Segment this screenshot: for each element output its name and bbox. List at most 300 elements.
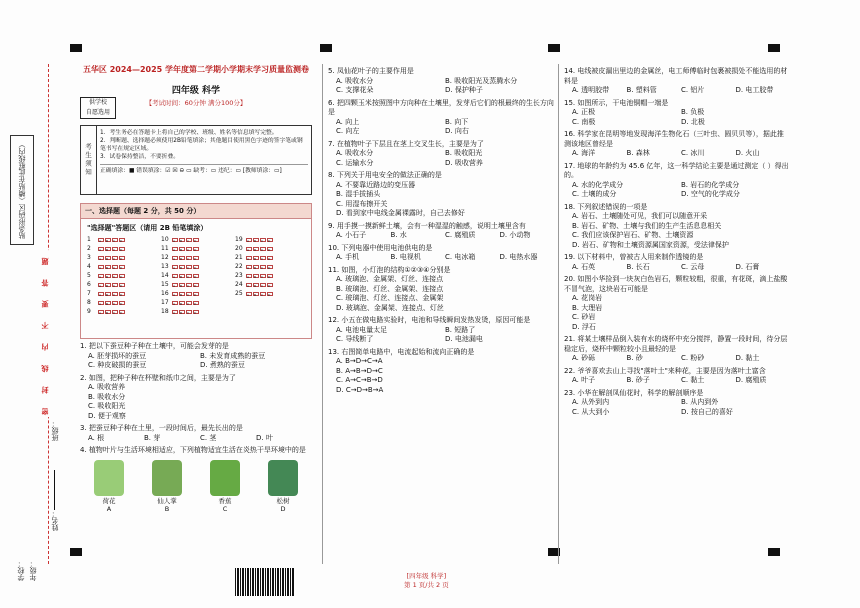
- plant-illustration: [210, 460, 240, 496]
- answer-bubble[interactable]: B: [105, 256, 111, 260]
- answer-option[interactable]: B. 岩石、矿物、土壤与我们的生产生活息息相关: [572, 221, 722, 230]
- answer-option[interactable]: D. 北极: [681, 117, 705, 126]
- question-stem: 11. 如图，小灯泡的结构①②③④分别是: [328, 265, 451, 274]
- answer-bubble[interactable]: D: [193, 274, 199, 278]
- answer-bubble[interactable]: D: [119, 292, 125, 296]
- plant-images: [80, 460, 312, 513]
- bubble-row[interactable]: [235, 272, 305, 279]
- answer-option[interactable]: B. 芽: [144, 433, 161, 442]
- answer-bubble[interactable]: B: [179, 256, 185, 260]
- answer-bubble[interactable]: B: [105, 274, 111, 278]
- answer-option[interactable]: C. 支撑花朵: [336, 86, 374, 94]
- column-divider: [322, 64, 323, 564]
- answer-option[interactable]: A. 吸收营养: [88, 383, 126, 391]
- answer-option[interactable]: B. 森林: [626, 149, 650, 157]
- answer-bubble[interactable]: A: [172, 238, 178, 242]
- bubble-row[interactable]: [235, 290, 305, 297]
- answer-option[interactable]: C. 玻璃泡、灯丝、连接点、金属架: [336, 294, 444, 302]
- answer-option[interactable]: D. 石膏: [735, 262, 760, 271]
- answer-option[interactable]: B. 短路了: [445, 325, 476, 334]
- answer-option[interactable]: D. 便于观察: [88, 411, 126, 420]
- answer-option[interactable]: A. 海洋: [572, 149, 596, 157]
- answer-option[interactable]: D. 浮石: [572, 322, 596, 331]
- answer-bubble[interactable]: D: [193, 238, 199, 242]
- answer-bubble[interactable]: D: [267, 238, 273, 242]
- bubble-row[interactable]: [161, 308, 231, 315]
- answer-bubble[interactable]: D: [119, 283, 125, 287]
- answer-bubble[interactable]: C: [112, 283, 118, 287]
- answer-bubble[interactable]: A: [172, 256, 178, 260]
- plant-option[interactable]: [268, 460, 298, 513]
- answer-option[interactable]: A. 根: [88, 433, 105, 442]
- answer-option[interactable]: D. 叶: [256, 433, 273, 442]
- answer-sheet-area: [80, 219, 312, 339]
- barcode-sticker-box: [10, 135, 34, 245]
- plant-option[interactable]: [210, 460, 240, 513]
- answer-bubble[interactable]: C: [112, 292, 118, 296]
- answer-option[interactable]: C. 腐殖质: [445, 231, 476, 239]
- bubble-row[interactable]: [161, 236, 231, 243]
- bubble-number: 14: [161, 272, 169, 279]
- plant-name: 松树: [276, 496, 290, 505]
- answer-bubble[interactable]: D: [267, 283, 273, 287]
- answer-bubble[interactable]: A: [98, 301, 104, 305]
- answer-bubble[interactable]: A: [246, 247, 252, 251]
- answer-bubble[interactable]: C: [186, 265, 192, 269]
- answer-option[interactable]: C. 用湿布擦开关: [336, 199, 388, 208]
- class-field[interactable]: 班级：: [51, 420, 59, 441]
- answer-option[interactable]: C. 茎: [200, 433, 217, 442]
- answer-option[interactable]: B. 岩石的化学成分: [681, 180, 740, 189]
- answer-option[interactable]: D. 小动物: [499, 231, 531, 239]
- answer-bubble[interactable]: C: [112, 274, 118, 278]
- answer-option[interactable]: B. 从内到外: [681, 398, 719, 406]
- answer-option[interactable]: D. 玻璃泡、金属架、连接点、灯丝: [336, 303, 444, 312]
- answer-option[interactable]: D. 煮熟的蚕豆: [200, 361, 245, 369]
- answer-option[interactable]: A. 正极: [572, 108, 596, 116]
- bubble-row[interactable]: [235, 281, 305, 288]
- answer-option[interactable]: C. 导线断了: [336, 335, 374, 343]
- answer-bubble[interactable]: D: [193, 283, 199, 287]
- registration-mark: [768, 44, 780, 52]
- grade-field[interactable]: 年级：: [29, 560, 37, 581]
- answer-option[interactable]: B. 砂: [626, 354, 643, 362]
- column-divider: [558, 64, 559, 564]
- answer-bubble[interactable]: C: [186, 274, 192, 278]
- answer-bubble[interactable]: C: [186, 301, 192, 305]
- answer-bubble[interactable]: D: [119, 301, 125, 305]
- answer-option[interactable]: A. 花岗岩: [572, 294, 603, 302]
- answer-option[interactable]: A. 岩石、土壤随处可见，我们可以随意开采: [572, 212, 708, 220]
- answer-bubble[interactable]: A: [172, 310, 178, 314]
- bubble-number: 23: [235, 272, 243, 279]
- bubble-number: 13: [161, 263, 169, 270]
- answer-options: [328, 275, 554, 313]
- bubble-row[interactable]: [161, 254, 231, 261]
- answer-option[interactable]: C. 我们应该保护岩石、矿物、土壤资源: [572, 231, 694, 239]
- answer-bubble[interactable]: B: [179, 301, 185, 305]
- answer-bubble[interactable]: C: [186, 292, 192, 296]
- plant-option[interactable]: [94, 460, 124, 513]
- answer-bubble[interactable]: C: [186, 247, 192, 251]
- plant-option[interactable]: [152, 460, 182, 513]
- answer-option[interactable]: A. 电池电量太足: [336, 325, 388, 334]
- answer-bubble[interactable]: D: [193, 310, 199, 314]
- registration-mark: [70, 548, 82, 556]
- answer-bubble[interactable]: B: [179, 238, 185, 242]
- answer-option[interactable]: A. 吸收水分: [336, 149, 374, 157]
- school-field[interactable]: 学校：: [17, 560, 25, 581]
- answer-bubble[interactable]: A: [98, 247, 104, 251]
- answer-option[interactable]: A. 向上: [336, 117, 360, 126]
- answer-bubble[interactable]: D: [119, 265, 125, 269]
- bubble-row[interactable]: [87, 308, 157, 315]
- registration-mark: [768, 548, 780, 556]
- bubble-number: 19: [235, 236, 243, 243]
- answer-bubble[interactable]: A: [172, 265, 178, 269]
- question-stem: 13. 右图简单电路中，电流起始和流向正确的是: [328, 347, 475, 356]
- answer-bubble[interactable]: A: [98, 238, 104, 242]
- answer-bubble[interactable]: C: [260, 247, 266, 251]
- bubble-number: 12: [161, 254, 169, 261]
- exam-title: 五华区 2024—2025 学年度第二学期小学期末学习质量监测卷: [82, 65, 310, 74]
- bubble-row[interactable]: [235, 263, 305, 270]
- footer-subject: [四年级 科学]: [406, 572, 447, 580]
- bubble-number: 21: [235, 254, 243, 261]
- answer-bubble[interactable]: B: [105, 283, 111, 287]
- question-stem: 4. 植物叶片与生活环境相适应，下列植物适宜生活在炎热干旱环境中的是: [80, 446, 306, 454]
- answer-bubble[interactable]: D: [267, 247, 273, 251]
- answer-options: [328, 77, 554, 96]
- answer-option[interactable]: B. 玻璃泡、灯丝、金属架、连接点: [336, 284, 444, 293]
- bubble-row[interactable]: [161, 245, 231, 252]
- answer-bubble[interactable]: B: [253, 238, 259, 242]
- answer-bubble[interactable]: C: [260, 238, 266, 242]
- answer-options: [564, 181, 790, 200]
- plant-illustration: [152, 460, 182, 496]
- answer-bubble[interactable]: D: [267, 265, 273, 269]
- question-stem: 18. 下列叙述错误的一项是: [564, 202, 648, 211]
- answer-bubble[interactable]: C: [260, 265, 266, 269]
- answer-options: [328, 326, 554, 345]
- answer-bubble[interactable]: B: [253, 283, 259, 287]
- answer-bubble[interactable]: C: [186, 238, 192, 242]
- answer-option[interactable]: D. 火山: [735, 149, 760, 157]
- answer-bubble[interactable]: A: [246, 238, 252, 242]
- answer-option[interactable]: C. 土壤的成分: [572, 190, 617, 198]
- answer-option[interactable]: B. 塑料管: [626, 86, 657, 94]
- corner-line-2: 自愿选用: [85, 109, 110, 116]
- question-stem: 16. 科学家在昆明等地发现海洋生物化石（三叶虫、圆贝贝等），据此推测该地区曾经是: [564, 130, 784, 148]
- bubble-number: 18: [161, 308, 169, 315]
- plant-letter: B: [164, 504, 170, 513]
- answer-option[interactable]: C. 向左: [336, 127, 360, 135]
- answer-options: [328, 253, 554, 263]
- plant-name: 香蕉: [218, 496, 232, 505]
- notes-label: 考生须知: [81, 126, 97, 194]
- bubble-number: 17: [161, 299, 169, 306]
- answer-bubble[interactable]: C: [260, 283, 266, 287]
- answer-bubble[interactable]: C: [112, 310, 118, 314]
- answer-option[interactable]: A. 手机: [336, 253, 360, 261]
- answer-bubble[interactable]: B: [105, 265, 111, 269]
- answer-bubble[interactable]: B: [179, 310, 185, 314]
- question-stem: 2. 如图，把种子种在杯壁和纸巾之间，主要是为了: [80, 373, 236, 382]
- answer-bubble[interactable]: D: [193, 247, 199, 251]
- answer-option[interactable]: C. 运输水分: [336, 158, 374, 167]
- answer-option[interactable]: A. 水的化学成分: [572, 180, 624, 189]
- answer-bubble[interactable]: B: [179, 274, 185, 278]
- answer-bubble[interactable]: B: [179, 292, 185, 296]
- bubble-row[interactable]: [235, 236, 305, 243]
- answer-option[interactable]: C. 黏土: [681, 376, 705, 384]
- answer-option[interactable]: D. 岩石、矿物和土壤资源属国家资源，受法律保护: [572, 240, 729, 249]
- answer-bubble[interactable]: B: [105, 292, 111, 296]
- note-item: 1．考生务必在答题卡上将自己的学校、班级、姓名等信息填写完整。: [100, 130, 278, 136]
- answer-bubble[interactable]: A: [172, 247, 178, 251]
- answer-option[interactable]: A. 砂砾: [572, 354, 596, 362]
- answer-option[interactable]: B. 负极: [681, 108, 705, 116]
- bubble-row[interactable]: [87, 254, 157, 261]
- answer-bubble[interactable]: D: [267, 256, 273, 260]
- answer-bubble[interactable]: B: [253, 274, 259, 278]
- answer-options: [564, 212, 790, 250]
- question-stem: 20. 如图小华捡到一块灰白色岩石，颗粒较粗，很重，有花斑，滴上盐酸不冒气泡，这块岩石可能是: [564, 275, 788, 293]
- answer-option[interactable]: B. 吸收阳光及蒸腾水分: [445, 76, 518, 85]
- bubble-row[interactable]: [161, 281, 231, 288]
- answer-bubble[interactable]: D: [193, 292, 199, 296]
- answer-bubble[interactable]: B: [179, 247, 185, 251]
- bubble-row[interactable]: [161, 272, 231, 279]
- bubble-row[interactable]: [235, 254, 305, 261]
- answer-option[interactable]: D. 黏土: [735, 354, 760, 362]
- answer-bubble[interactable]: C: [112, 256, 118, 260]
- answer-options: [328, 357, 554, 395]
- bubble-row[interactable]: [87, 236, 157, 243]
- answer-bubble[interactable]: A: [98, 292, 104, 296]
- answer-option[interactable]: C. 南极: [572, 117, 596, 126]
- registration-mark: [70, 44, 82, 52]
- answer-options: [80, 352, 312, 371]
- answer-option[interactable]: C. 冰川: [681, 149, 705, 157]
- answer-bubble[interactable]: D: [119, 256, 125, 260]
- answer-bubble[interactable]: A: [98, 265, 104, 269]
- bubble-row[interactable]: [87, 281, 157, 288]
- answer-area-header: "选择题"答题区（请用 2B 铅笔填涂）: [87, 224, 208, 232]
- answer-bubble[interactable]: D: [267, 292, 273, 296]
- answer-option[interactable]: B. 电视机: [390, 253, 421, 261]
- answer-option[interactable]: C. 种皮破损的蚕豆: [88, 361, 147, 369]
- answer-option[interactable]: B. 水: [390, 231, 407, 239]
- answer-bubble[interactable]: B: [253, 247, 259, 251]
- answer-bubble[interactable]: B: [105, 247, 111, 251]
- bubble-number: 11: [161, 245, 169, 252]
- answer-options: [564, 294, 790, 332]
- answer-bubble[interactable]: C: [260, 256, 266, 260]
- answer-bubble[interactable]: A: [98, 256, 104, 260]
- answer-bubble[interactable]: B: [179, 265, 185, 269]
- answer-bubble[interactable]: B: [253, 265, 259, 269]
- answer-bubble[interactable]: B: [253, 292, 259, 296]
- bubble-number: 6: [87, 281, 91, 288]
- answer-option[interactable]: A. 玻璃泡、金属架、灯丝、连接点: [336, 275, 444, 283]
- class-label: 班级: [51, 427, 59, 441]
- bubble-row[interactable]: [161, 290, 231, 297]
- column-1: [80, 64, 312, 513]
- answer-option[interactable]: A. 吸收水分: [336, 76, 374, 85]
- bubble-row[interactable]: [87, 290, 157, 297]
- answer-bubble[interactable]: B: [105, 301, 111, 305]
- answer-option[interactable]: A. 透明胶带: [572, 86, 610, 94]
- answer-bubble[interactable]: A: [172, 274, 178, 278]
- subject-title: 四年级 科学: [171, 86, 221, 96]
- answer-option[interactable]: A. 从外到内: [572, 398, 610, 406]
- answer-option[interactable]: B. 向下: [445, 117, 469, 126]
- question-stem: 3. 把蚕豆种子种在土里，一段时间后，最先长出的是: [80, 424, 243, 432]
- answer-bubble[interactable]: A: [98, 274, 104, 278]
- registration-mark: [320, 44, 332, 52]
- answer-bubble[interactable]: D: [119, 310, 125, 314]
- answer-option[interactable]: B. 砂子: [626, 376, 650, 384]
- bubble-number: 7: [87, 290, 91, 297]
- answer-bubble[interactable]: C: [112, 265, 118, 269]
- answer-bubble[interactable]: D: [267, 274, 273, 278]
- barcode: [235, 568, 295, 596]
- bubble-number: 3: [87, 254, 91, 261]
- plant-letter: C: [222, 504, 228, 513]
- answer-bubble[interactable]: D: [119, 274, 125, 278]
- answer-bubble[interactable]: B: [105, 238, 111, 242]
- answer-bubble[interactable]: C: [112, 247, 118, 251]
- answer-option[interactable]: C. A→C→B→D: [336, 376, 383, 384]
- grade-label: 年级: [29, 567, 37, 581]
- answer-bubble[interactable]: A: [98, 283, 104, 287]
- question-stem: 14. 电线被皮漏出里边的金属丝，电工师傅临时包裹被损处不能选用的材料是: [564, 67, 788, 85]
- answer-option[interactable]: D. 空气的化学成分: [681, 190, 740, 198]
- plant-illustration: [268, 460, 298, 496]
- answer-bubble[interactable]: C: [112, 238, 118, 242]
- answer-option[interactable]: A. B→D→C→A: [336, 357, 383, 365]
- answer-option[interactable]: D. 保护种子: [445, 86, 483, 94]
- fill-example-row: 正确填涂：■ 错误填涂：☑ ☒ ⊖ ▭ 缺考：▭ 违纪：▭ [教师填涂：▭]: [100, 164, 308, 175]
- answer-bubble[interactable]: B: [253, 256, 259, 260]
- answer-option[interactable]: D. 电池漏电: [445, 335, 483, 343]
- answer-bubble[interactable]: D: [193, 256, 199, 260]
- answer-bubble[interactable]: A: [172, 301, 178, 305]
- answer-bubble[interactable]: C: [186, 310, 192, 314]
- optional-use-box: [80, 97, 116, 119]
- bubble-number: 15: [161, 281, 169, 288]
- school-label: 学校: [17, 567, 25, 581]
- answer-bubble[interactable]: C: [260, 292, 266, 296]
- answer-option[interactable]: A. 石英: [572, 262, 596, 271]
- answer-option[interactable]: B. 大理岩: [572, 303, 603, 312]
- answer-option[interactable]: D. 看到家中电线金属裸露时，自己去修好: [336, 209, 465, 217]
- bubble-number: 8: [87, 299, 91, 306]
- answer-option[interactable]: D. 吸收营养: [445, 158, 483, 167]
- bubble-row[interactable]: [87, 263, 157, 270]
- bubble-row[interactable]: [87, 272, 157, 279]
- bubble-number: 5: [87, 272, 91, 279]
- answer-option[interactable]: B. 长石: [626, 262, 650, 271]
- answer-option[interactable]: D. 向右: [445, 127, 469, 135]
- bubble-number: 9: [87, 308, 91, 315]
- footer-page-number: 第 1 页/共 2 页: [404, 581, 449, 589]
- answer-bubble[interactable]: A: [246, 283, 252, 287]
- answer-option[interactable]: C. 云母: [681, 262, 705, 271]
- bubble-row[interactable]: [235, 245, 305, 252]
- answer-option[interactable]: D. 按自己的喜好: [681, 407, 733, 416]
- answer-option[interactable]: D. C→D→B→A: [336, 385, 384, 394]
- answer-bubble[interactable]: C: [260, 274, 266, 278]
- answer-option[interactable]: B. A→B→D→C: [336, 366, 383, 375]
- answer-option[interactable]: C. 吸收阳光: [88, 402, 126, 410]
- answer-option[interactable]: B. 未发育成熟的蚕豆: [200, 351, 266, 360]
- answer-bubble[interactable]: D: [119, 238, 125, 242]
- answer-bubble[interactable]: A: [172, 283, 178, 287]
- bubble-number: 22: [235, 263, 243, 270]
- answer-option[interactable]: B. 吸收水分: [88, 392, 126, 401]
- answer-option[interactable]: C. 电冰箱: [445, 253, 476, 261]
- answer-option[interactable]: A. 叶子: [572, 376, 596, 384]
- answer-option[interactable]: A. 不要靠近路边的变压器: [336, 180, 416, 189]
- answer-option[interactable]: A. 胚芽损坏的蚕豆: [88, 351, 147, 360]
- answer-options: [564, 149, 790, 159]
- answer-bubble[interactable]: B: [105, 310, 111, 314]
- answer-bubble[interactable]: D: [193, 265, 199, 269]
- answer-options: [564, 354, 790, 364]
- answer-option[interactable]: D. 电热水器: [499, 253, 538, 261]
- answer-bubble[interactable]: C: [112, 301, 118, 305]
- answer-bubble[interactable]: C: [186, 256, 192, 260]
- answer-option[interactable]: D. 电工胶带: [735, 86, 774, 94]
- answer-options: [328, 181, 554, 219]
- bubble-row[interactable]: [161, 263, 231, 270]
- answer-bubble[interactable]: A: [246, 256, 252, 260]
- answer-bubble[interactable]: C: [186, 283, 192, 287]
- question-stem: 10. 下列电器中使用电池供电的是: [328, 243, 433, 252]
- answer-option[interactable]: A. 小石子: [336, 231, 367, 239]
- answer-options: [328, 118, 554, 137]
- answer-options: [328, 149, 554, 168]
- answer-option[interactable]: C. 铝片: [681, 86, 705, 94]
- bubble-row[interactable]: [87, 245, 157, 252]
- answer-bubble[interactable]: B: [179, 283, 185, 287]
- corner-line-1: 供学校: [88, 99, 107, 106]
- bubble-row[interactable]: [87, 299, 157, 306]
- answer-bubble[interactable]: D: [193, 301, 199, 305]
- note-item: 2．判断题、选择题必须使用2B铅笔填涂；其他题目使用黑色字迹的签字笔或钢笔书写在规定区域。: [100, 138, 303, 152]
- answer-option[interactable]: B. 吸收阳光: [445, 149, 483, 157]
- question-stem: 15. 如图所示，干电池铜帽一端是: [564, 98, 669, 107]
- column-3: [564, 64, 790, 417]
- answer-option[interactable]: C. 砂岩: [572, 313, 596, 321]
- answer-bubble[interactable]: D: [119, 247, 125, 251]
- answer-option[interactable]: B. 湿手拔插头: [336, 190, 381, 198]
- bubble-grid: [87, 236, 305, 315]
- answer-bubble[interactable]: A: [172, 292, 178, 296]
- answer-bubble[interactable]: A: [246, 274, 252, 278]
- answer-option[interactable]: C. 粉砂: [681, 354, 705, 362]
- answer-bubble[interactable]: A: [246, 292, 252, 296]
- answer-bubble[interactable]: A: [98, 310, 104, 314]
- bubble-row[interactable]: [161, 299, 231, 306]
- answer-bubble[interactable]: A: [246, 265, 252, 269]
- answer-option[interactable]: D. 腐殖质: [735, 376, 767, 384]
- name-field[interactable]: 姓名：: [50, 470, 60, 531]
- candidate-notes: [80, 125, 312, 195]
- answer-option[interactable]: C. 从大到小: [572, 407, 610, 416]
